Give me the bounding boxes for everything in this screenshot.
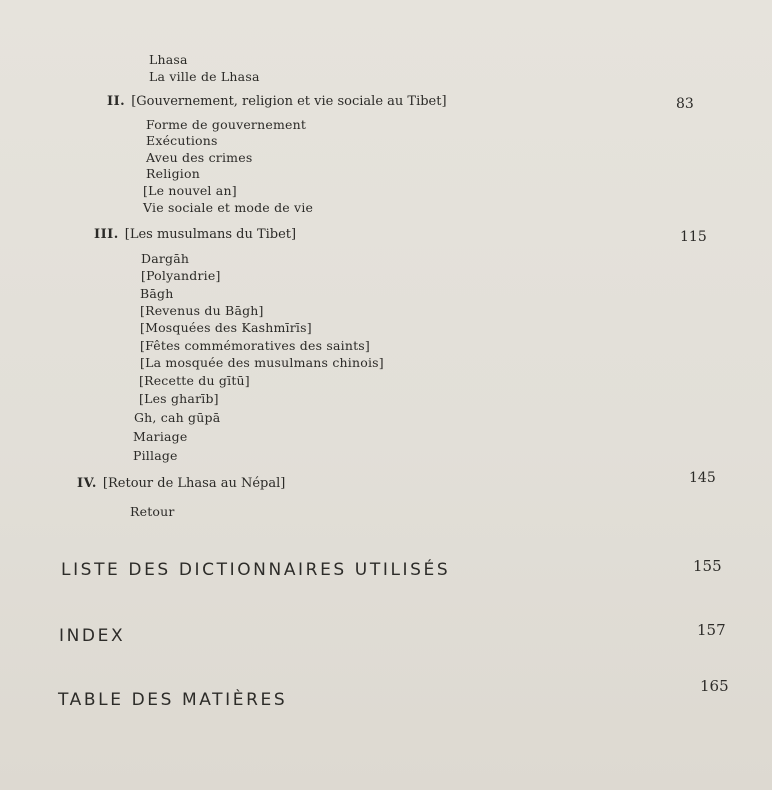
toc-item: Dargāh	[141, 251, 190, 266]
toc-item: [Mosquées des Kashmīrīs]	[140, 320, 312, 335]
toc-item: La ville de Lhasa	[149, 69, 260, 84]
toc-section-heading	[94, 227, 296, 243]
toc-item: Bāgh	[140, 286, 174, 301]
toc-end-section-title: INDEX	[59, 626, 126, 646]
toc-end-section-page: 165	[700, 677, 729, 695]
toc-section-heading	[107, 94, 447, 110]
toc-item: Vie sociale et mode de vie	[143, 200, 314, 215]
section-numeral: II.	[107, 94, 126, 109]
toc-item: Mariage	[133, 429, 188, 444]
toc-item: Religion	[146, 166, 200, 181]
section-numeral: III.	[94, 227, 119, 242]
toc-item: Aveu des crimes	[146, 150, 253, 165]
toc-end-section-page: 155	[693, 557, 722, 575]
section-page-number: 83	[676, 96, 694, 112]
section-numeral: IV.	[77, 476, 97, 491]
toc-item: Retour	[130, 504, 175, 519]
section-title: [Les musulmans du Tibet]	[124, 227, 297, 242]
toc-item: [La mosquée des musulmans chinois]	[140, 355, 384, 370]
toc-item: Gh, cah gūpā	[134, 410, 221, 425]
toc-section-heading	[77, 476, 285, 492]
toc-item: [Les gharīb]	[139, 391, 219, 406]
toc-end-section-page: 157	[697, 621, 726, 639]
toc-end-section-title: LISTE DES DICTIONNAIRES UTILISÉS	[61, 560, 451, 580]
section-page-number: 145	[689, 470, 716, 486]
section-page-number: 115	[680, 229, 707, 245]
toc-item: Pillage	[133, 448, 178, 463]
toc-item: [Revenus du Bāgh]	[140, 303, 264, 318]
toc-item: [Polyandrie]	[141, 268, 221, 283]
toc-item: Forme de gouvernement	[146, 117, 307, 132]
section-title: [Retour de Lhasa au Népal]	[102, 476, 286, 491]
toc-item: Lhasa	[149, 52, 188, 67]
toc-end-section-title: TABLE DES MATIÈRES	[58, 690, 288, 710]
section-title: [Gouvernement, religion et vie sociale au Tibet]	[131, 94, 447, 109]
toc-item: Exécutions	[146, 133, 218, 148]
toc-item: [Fêtes commémoratives des saints]	[140, 338, 370, 353]
toc-item: [Le nouvel an]	[143, 183, 237, 198]
toc-item: [Recette du gītū]	[139, 373, 250, 388]
